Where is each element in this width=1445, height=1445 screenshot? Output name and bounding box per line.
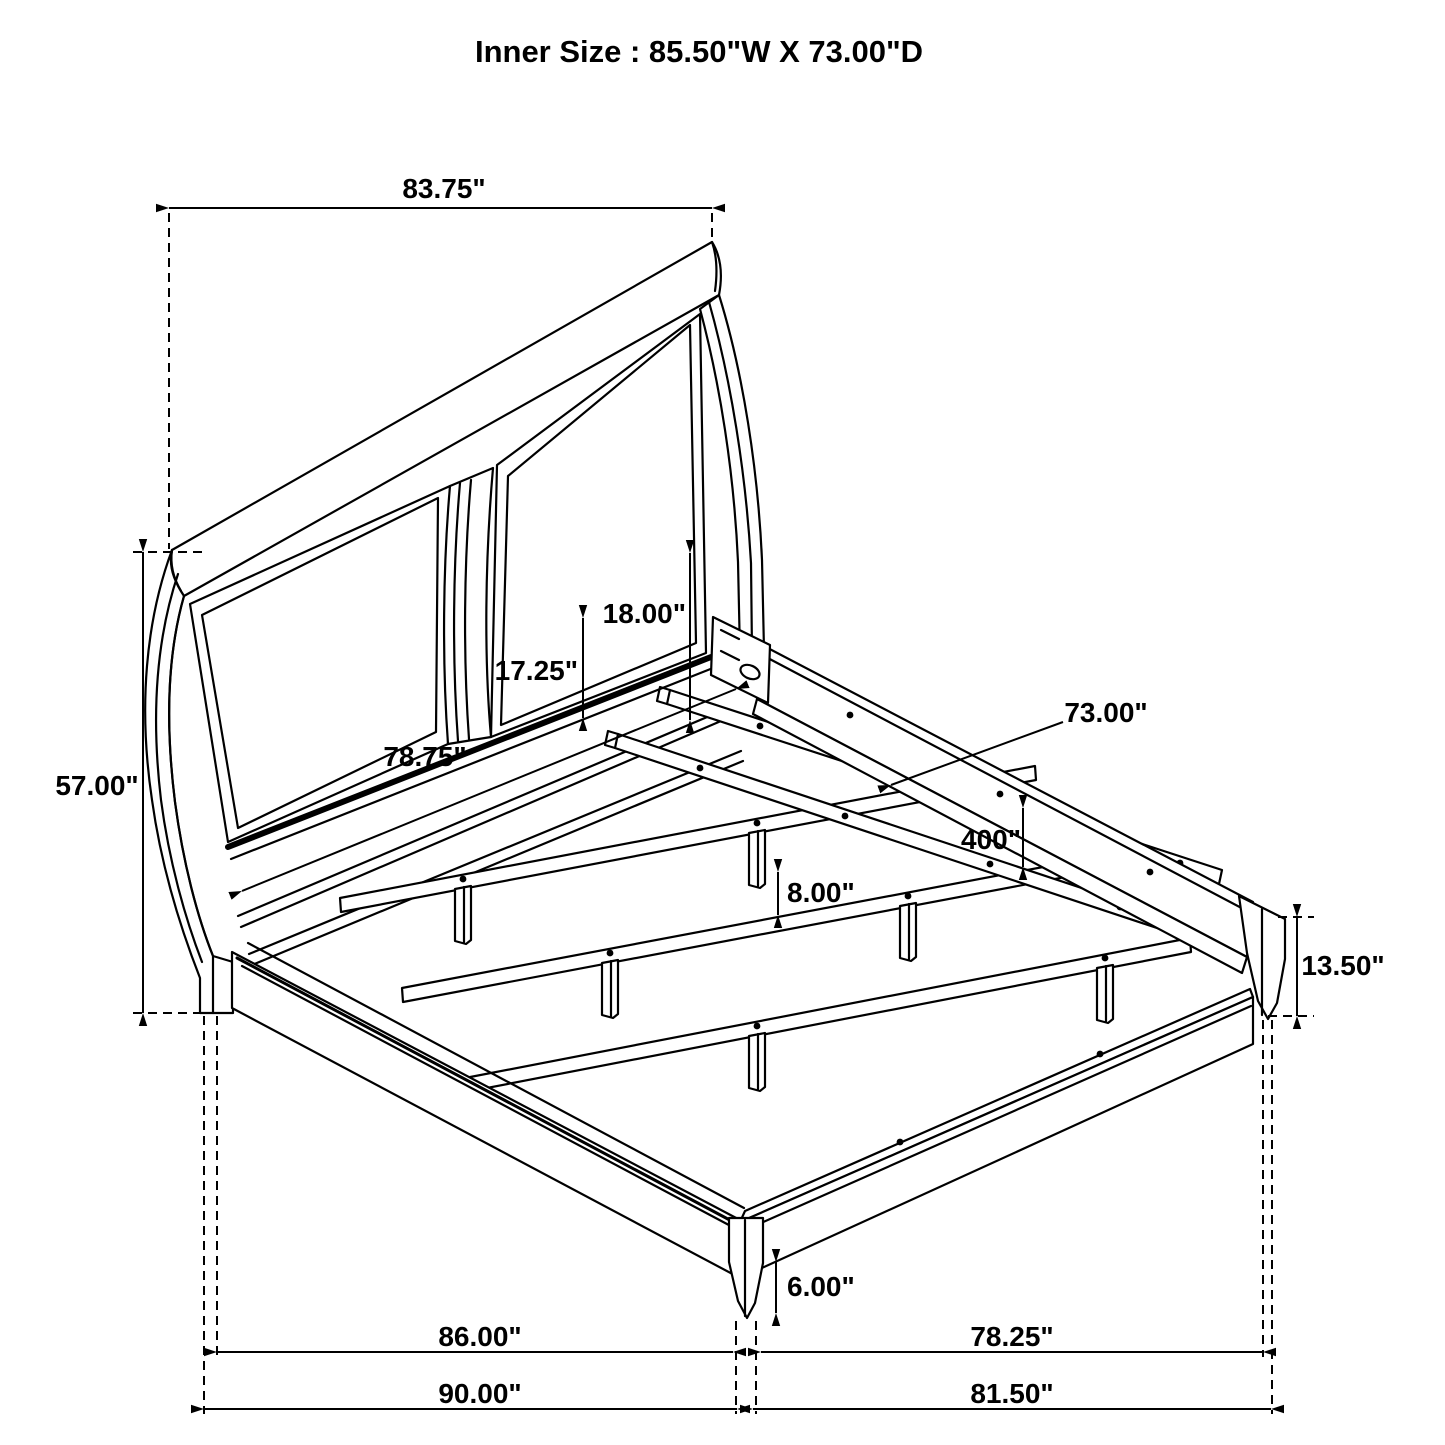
dimension-overall-length-right [753,1378,1271,1409]
dimension-label: 13.50" [1301,950,1385,981]
dimension-label: 57.00" [55,770,139,801]
dimension-label: 18.00" [602,598,686,629]
dimension-label: 86.00" [438,1321,522,1352]
dimension-label: 81.50" [970,1378,1054,1409]
dimension-frame-length-left [217,1321,733,1352]
dimension-label: 73.00" [1064,697,1148,728]
dimension-label: 78.75" [383,741,467,772]
diagram-title: Inner Size : 85.50"W X 73.00"D [474,34,924,69]
dimension-label: 8.00" [787,877,855,908]
bed-drawing [145,242,1285,1318]
dimension-overall-length-left [204,1378,737,1409]
dimension-label: 83.75" [402,173,486,204]
dimension-label: 400" [961,824,1021,855]
dimension-label: 6.00" [787,1271,855,1302]
dimension-label: 78.25" [970,1321,1054,1352]
dimension-label: 90.00" [438,1378,522,1409]
dimension-headboard-height [55,552,206,1013]
dimension-foot-leg-height [776,1262,855,1313]
dimension-frame-length-right [761,1321,1263,1352]
headboard-right-post [700,295,764,654]
dimension-label: 17.25" [494,655,578,686]
